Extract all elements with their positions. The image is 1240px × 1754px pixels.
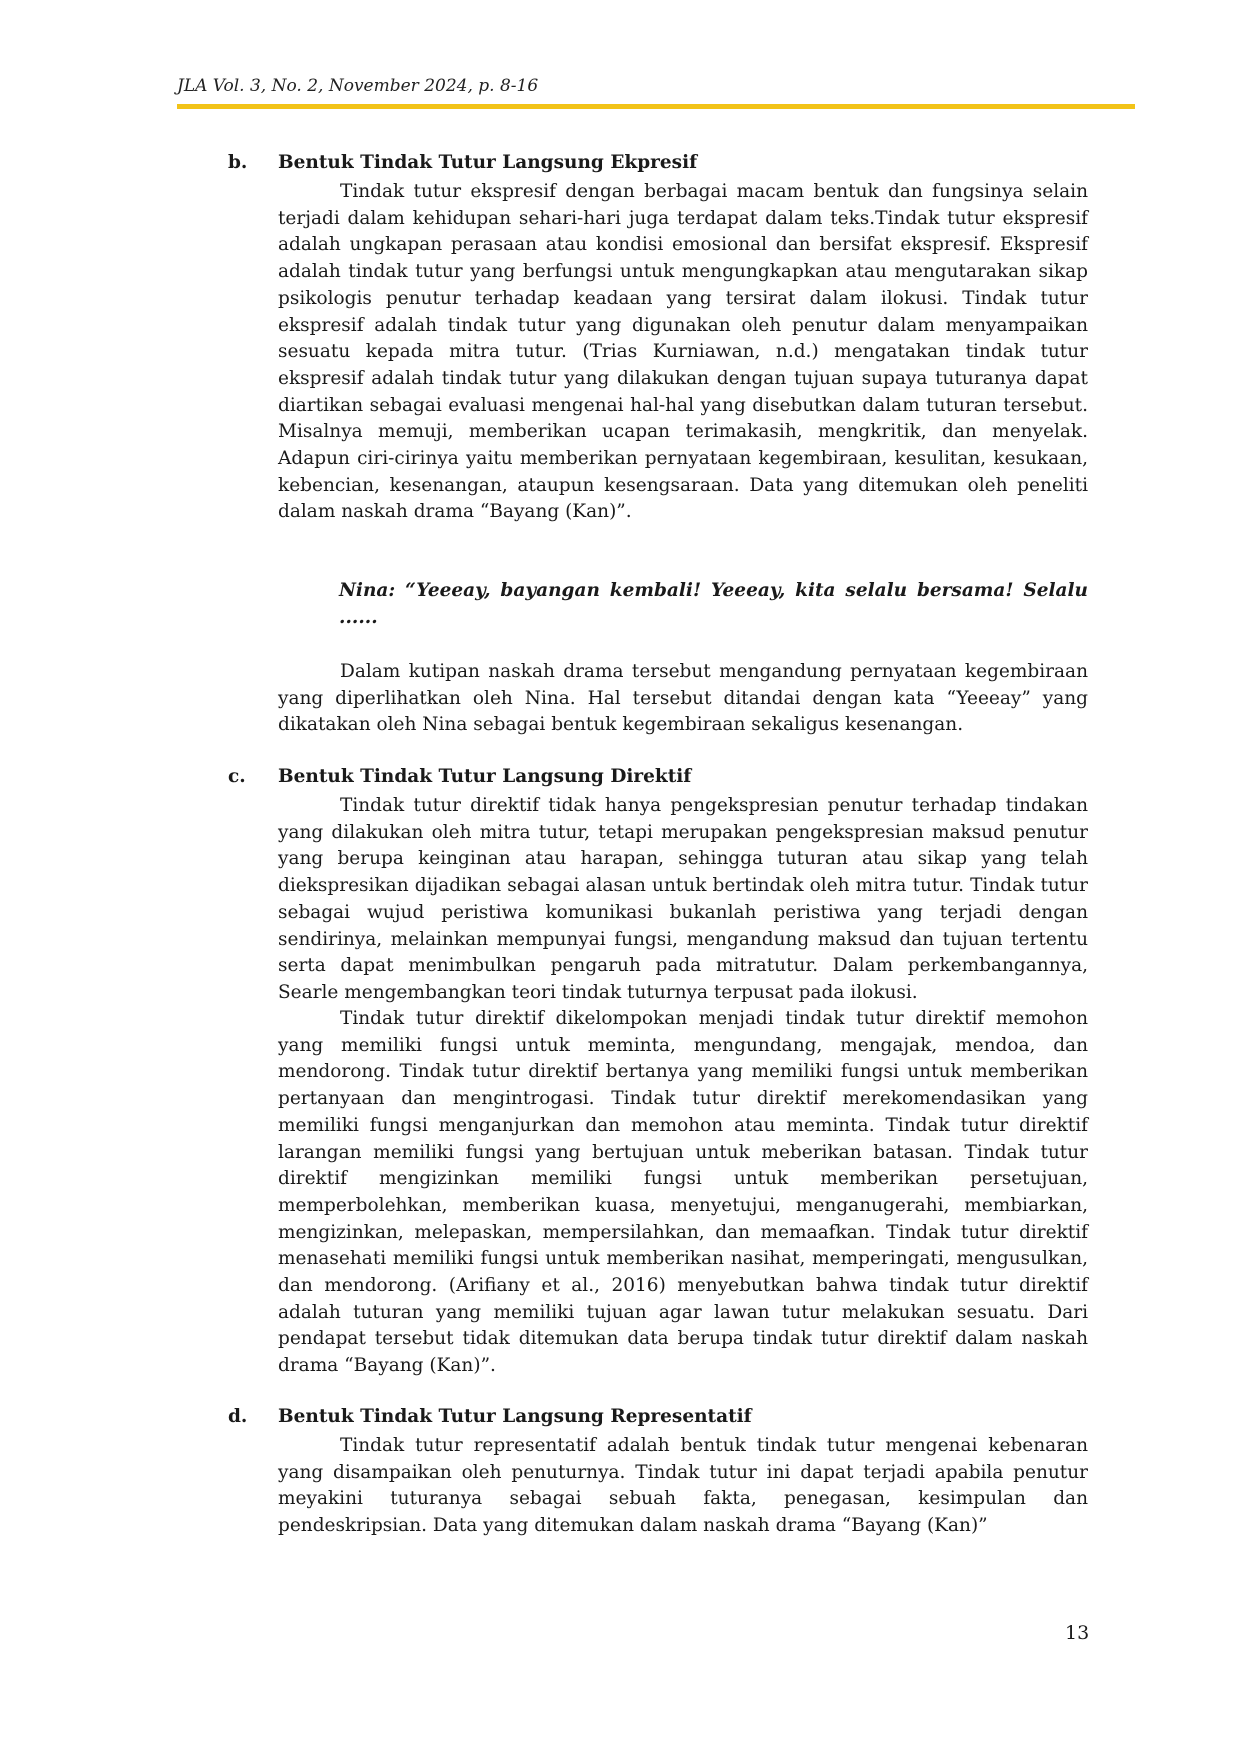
paragraph-b-2: Dalam kutipan naskah drama tersebut mengandung pernyataan kegembiraan yang diperlihatkan oleh Nina. Hal tersebut ditandai dengan kata “Yeeeay” yang dikatakan oleh Nina sebagai bentuk kegembiraan sekaligus kesenangan. xyxy=(278,661,1088,736)
section-title-b: Bentuk Tindak Tutur Langsung Ekpresif xyxy=(278,152,698,173)
section-letter-c: c. xyxy=(228,766,246,787)
section-heading-b xyxy=(228,152,697,173)
section-title-d: Bentuk Tindak Tutur Langsung Representatif xyxy=(278,1406,752,1427)
paragraph-c-2: Tindak tutur direktif dikelompokan menjadi tindak tutur direktif memohon yang memiliki fungsi untuk meminta, mengundang, mengajak, mendoa, dan mendorong. Tindak tutur direktif bertanya yang memiliki fungsi untuk memberikan pertanyaan dan mengintrogasi. Tindak tutur direktif merekomendasikan yang memiliki fungsi menganjurkan dan memohon atau meminta. Tindak tutur direktif larangan memiliki fungsi yang bertujuan untuk meberikan batasan. Tindak tutur direktif mengizinkan memiliki fungsi untuk memberikan persetujuan, memperbolehkan, memberikan kuasa, menyetujui, menganugerahi, membiarkan, mengizinkan, melepaskan, mempersilahkan, dan memaafkan. Tindak tutur direktif menasehati memiliki fungsi untuk memberikan nasihat, memperingati, mengusulkan, dan mendorong. (Arifiany et al., 2016) menyebutkan bahwa tindak tutur direktif adalah tuturan yang memiliki tujuan agar lawan tutur melakukan sesuatu. Dari pendapat tersebut tidak ditemukan data berupa tindak tutur direktif dalam naskah drama “Bayang (Kan)”. xyxy=(278,1008,1088,1377)
running-head: JLA Vol. 3, No. 2, November 2024, p. 8-16 xyxy=(177,76,539,96)
page-number: 13 xyxy=(1065,1622,1090,1644)
paragraph-c-1: Tindak tutur direktif tidak hanya pengekspresian penutur terhadap tindakan yang dilakukan oleh mitra tutur, tetapi merupakan pengekspresian maksud penutur yang berupa keinginan atau harapan, sehingga tuturan atau sikap yang telah diekspresikan dijadikan sebagai alasan untuk bertindak oleh mitra tutur. Tindak tutur sebagai wujud peristiwa komunikasi bukanlah peristiwa yang terjadi dengan sendirinya, melainkan mempunyai fungsi, mengandung maksud dan tujuan tertentu serta dapat menimbulkan pengaruh pada mitratutur. Dalam perkembangannya, Searle mengembangkan teori tindak tuturnya terpusat pada ilokusi. xyxy=(278,795,1088,1003)
section-heading-c xyxy=(228,766,691,787)
paragraph-b-1: Tindak tutur ekspresif dengan berbagai macam bentuk dan fungsinya selain terjadi dalam kehidupan sehari-hari juga terdapat dalam teks.Tindak tutur ekspresif adalah ungkapan perasaan atau kondisi emosional dan bersifat ekspresif. Ekspresif adalah tindak tutur yang berfungsi untuk mengungkapkan atau mengutarakan sikap psikologis penutur terhadap keadaan yang tersirat dalam ilokusi. Tindak tutur ekspresif adalah tindak tutur yang digunakan oleh penutur dalam menyampaikan sesuatu kepada mitra tutur. (Trias Kurniawan, n.d.) mengatakan tindak tutur ekspresif adalah tindak tutur yang dilakukan dengan tujuan supaya tuturanya dapat diartikan sebagai evaluasi mengenai hal-hal yang disebutkan dalam tuturan tersebut. Misalnya memuji, memberikan ucapan terimakasih, mengkritik, dan menyelak. Adapun ciri-cirinya yaitu memberikan pernyataan kegembiraan, kesulitan, kesukaan, kebencian, kesenangan, ataupun kesengsaraan. Data yang ditemukan oleh peneliti dalam naskah drama “Bayang (Kan)”. xyxy=(278,181,1088,523)
section-letter-d: d. xyxy=(228,1406,248,1427)
section-heading-d xyxy=(228,1406,752,1427)
section-title-c: Bentuk Tindak Tutur Langsung Direktif xyxy=(278,766,692,787)
section-letter-b: b. xyxy=(228,152,248,173)
paragraph-d-1: Tindak tutur representatif adalah bentuk tindak tutur mengenai kebenaran yang disampaikan oleh penuturnya. Tindak tutur ini dapat terjadi apabila penutur meyakini tuturanya sebagai sebuah fakta, penegasan, kesimpulan dan pendeskripsian. Data yang ditemukan dalam naskah drama “Bayang (Kan)” xyxy=(278,1435,1088,1537)
header-rule xyxy=(177,104,1135,109)
quote-nina: Nina: “Yeeeay, bayangan kembali! Yeeeay, kita selalu bersama! Selalu ...... xyxy=(339,580,1088,628)
